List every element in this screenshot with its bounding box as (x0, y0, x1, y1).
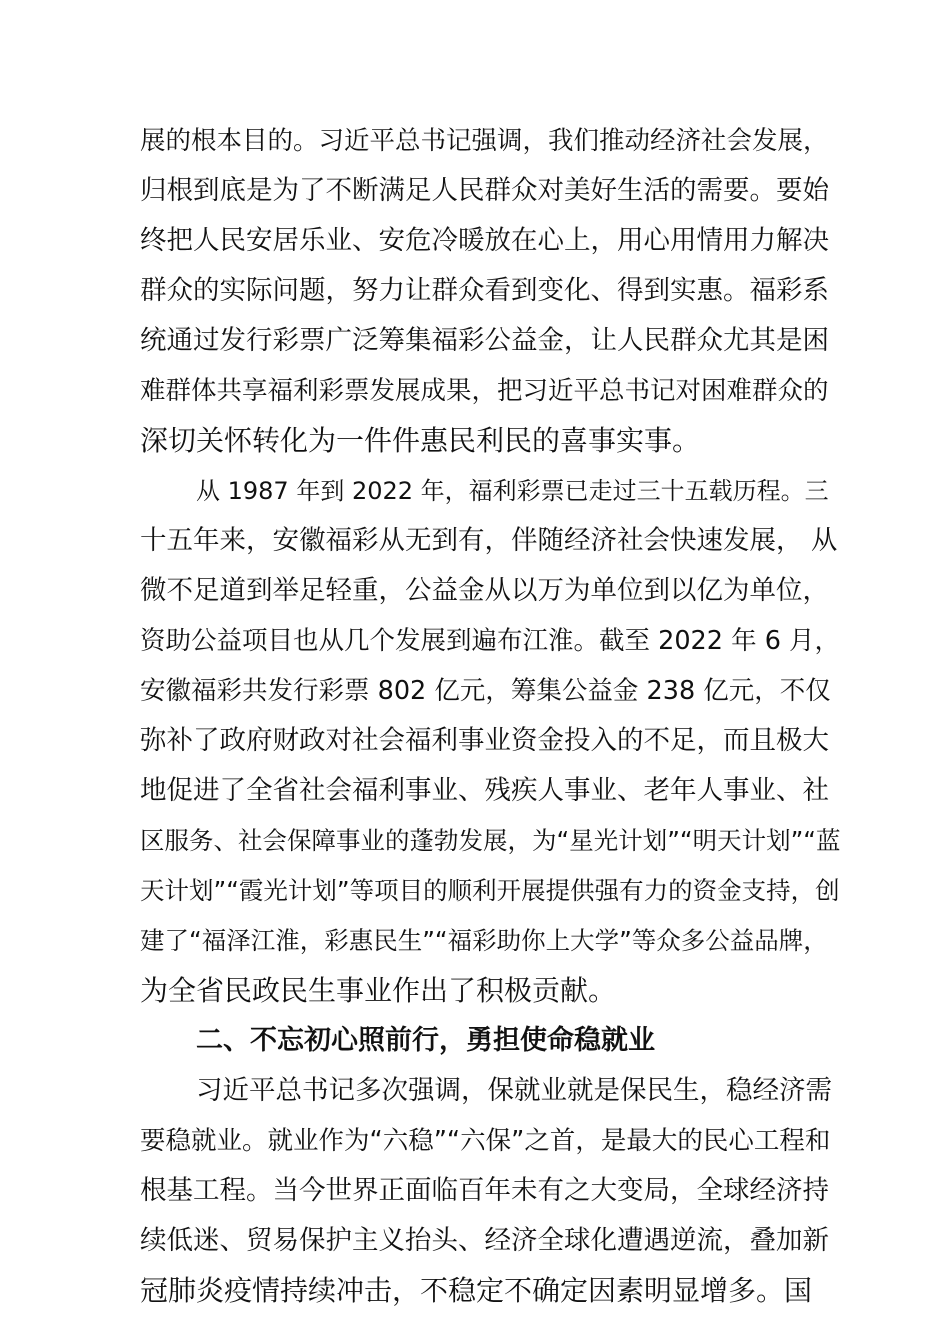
text-line: 微不足道到举足轻重，公益金从以万为单位到以亿为单位， (140, 575, 829, 606)
text-line: 十五年来，安徽福彩从无到有，伴随经济社会快速发展， 从 (140, 525, 838, 556)
text-line: 终把人民安居乐业、安危冷暖放在心上，用心用情用力解决 (140, 225, 829, 256)
text-line: 难群体共享福利彩票发展成果，把习近平总书记对困难群众的 (140, 376, 829, 406)
text-line: 群众的实际问题，努力让群众看到变化、得到实惠。福彩系 (140, 275, 829, 306)
text-line: 从 1987 年到 2022 年，福利彩票已走过三十五载历程。三 (196, 477, 829, 505)
text-line: 天计划”“霞光计划”等项目的顺利开展提供强有力的资金支持，创 (140, 876, 840, 905)
text-line: 续低迷、贸易保护主义抬头、经济全球化遭遇逆流，叠加新 (140, 1225, 829, 1256)
text-line: 归根到底是为了不断满足人民群众对美好生活的需要。要始 (140, 175, 829, 206)
text-line: 地促进了全省社会福利事业、残疾人事业、老年人事业、社 (140, 775, 829, 806)
body-text (140, 116, 840, 1316)
text-line: 弥补了政府财政对社会福利事业资金投入的不足，而且极大 (140, 725, 829, 756)
text-line: 展的根本目的。习近平总书记强调，我们推动经济社会发展， (140, 126, 829, 156)
text-line: 建了“福泽江淮，彩惠民生”“福彩助你上大学”等众多公益品牌， (140, 926, 828, 955)
text-line: 要稳就业。就业作为“六稳”“六保”之首，是最大的民心工程和 (140, 1126, 831, 1156)
text-line: 为全省民政民生事业作出了积极贡献。 (140, 974, 617, 1007)
text-line: 深切关怀转化为一件件惠民利民的喜事实事。 (140, 424, 701, 457)
text-line: 习近平总书记多次强调，保就业就是保民生，稳经济需 (196, 1075, 832, 1106)
text-line: 根基工程。当今世界正面临百年未有之大变局，全球经济持 (140, 1175, 829, 1206)
section-heading: 二、不忘初心照前行，勇担使命稳就业 (196, 1025, 655, 1056)
text-line: 安徽福彩共发行彩票 802 亿元，筹集公益金 238 亿元，不仅 (140, 676, 831, 706)
text-line: 资助公益项目也从几个发展到遍布江淮。截至 2022 年 6 月， (140, 626, 841, 656)
text-line: 冠肺炎疫情持续冲击，不稳定不确定因素明显增多。国 (140, 1274, 813, 1307)
text-line: 区服务、社会保障事业的蓬勃发展，为“星光计划”“明天计划”“蓝 (140, 826, 841, 855)
text-line: 统通过发行彩票广泛筹集福彩公益金，让人民群众尤其是困 (140, 325, 829, 356)
